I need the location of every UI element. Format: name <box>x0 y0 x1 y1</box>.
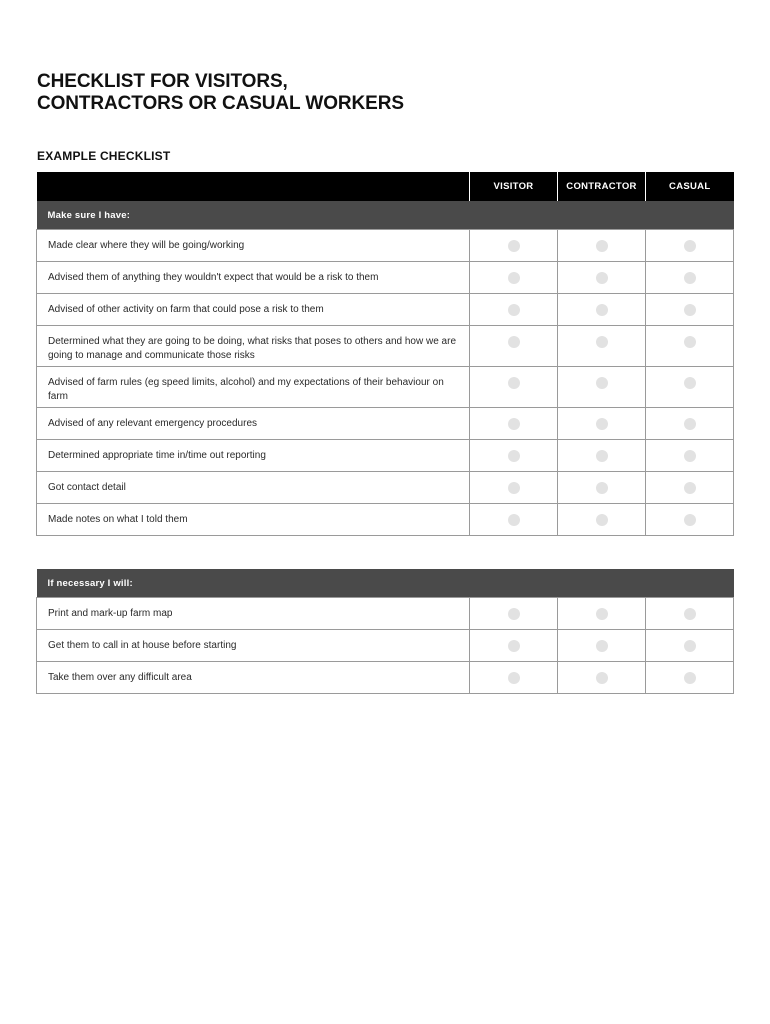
visitor-radio-button[interactable] <box>508 608 520 620</box>
contractor-cell <box>558 262 646 294</box>
section-header-row <box>37 201 734 230</box>
contractor-radio-button[interactable] <box>596 336 608 348</box>
casual-cell <box>646 440 734 472</box>
casual-cell <box>646 598 734 630</box>
checklist-item-label: Got contact detail <box>37 472 470 504</box>
visitor-cell <box>470 367 558 408</box>
casual-radio-button[interactable] <box>684 640 696 652</box>
checklist-row <box>37 472 734 504</box>
checklist-item-label: Advised them of anything they wouldn't expect that would be a risk to them <box>37 262 470 294</box>
contractor-cell <box>558 230 646 262</box>
visitor-radio-button[interactable] <box>508 640 520 652</box>
checklist-row <box>37 440 734 472</box>
visitor-radio-button[interactable] <box>508 377 520 389</box>
visitor-cell <box>470 598 558 630</box>
casual-cell <box>646 326 734 367</box>
checklist-item-label: Get them to call in at house before starting <box>37 630 470 662</box>
contractor-cell <box>558 504 646 536</box>
casual-cell <box>646 408 734 440</box>
casual-radio-button[interactable] <box>684 336 696 348</box>
contractor-cell <box>558 440 646 472</box>
contractor-cell <box>558 294 646 326</box>
visitor-cell <box>470 504 558 536</box>
casual-cell <box>646 630 734 662</box>
checklist-item-label: Determined what they are going to be doing, what risks that poses to others and how we are going to manage and communicate those risks <box>37 326 470 367</box>
contractor-radio-button[interactable] <box>596 377 608 389</box>
checklist-table-if-necessary <box>36 569 734 694</box>
section-header-row <box>37 569 734 598</box>
visitor-radio-button[interactable] <box>508 482 520 494</box>
contractor-radio-button[interactable] <box>596 450 608 462</box>
checklist-item-label: Made clear where they will be going/working <box>37 230 470 262</box>
visitor-radio-button[interactable] <box>508 304 520 316</box>
casual-radio-button[interactable] <box>684 482 696 494</box>
contractor-cell <box>558 662 646 694</box>
visitor-radio-button[interactable] <box>508 514 520 526</box>
checklist-item-label: Advised of any relevant emergency procedures <box>37 408 470 440</box>
contractor-radio-button[interactable] <box>596 304 608 316</box>
casual-radio-button[interactable] <box>684 272 696 284</box>
casual-radio-button[interactable] <box>684 450 696 462</box>
section-heading-if-necessary: If necessary I will: <box>37 569 734 598</box>
section-subtitle: EXAMPLE CHECKLIST <box>37 149 171 163</box>
checklist-item-label: Determined appropriate time in/time out reporting <box>37 440 470 472</box>
contractor-radio-button[interactable] <box>596 640 608 652</box>
checklist-table-make-sure <box>36 172 734 536</box>
checklist-row <box>37 230 734 262</box>
checklist-item-label: Print and mark-up farm map <box>37 598 470 630</box>
casual-cell <box>646 367 734 408</box>
checklist-row <box>37 408 734 440</box>
casual-radio-button[interactable] <box>684 418 696 430</box>
checklist-item-label: Take them over any difficult area <box>37 662 470 694</box>
column-header-blank <box>37 172 470 201</box>
contractor-cell <box>558 367 646 408</box>
checklist-row <box>37 326 734 367</box>
casual-cell <box>646 294 734 326</box>
checklist-row <box>37 367 734 408</box>
casual-radio-button[interactable] <box>684 240 696 252</box>
visitor-radio-button[interactable] <box>508 272 520 284</box>
visitor-cell <box>470 408 558 440</box>
contractor-cell <box>558 630 646 662</box>
contractor-radio-button[interactable] <box>596 608 608 620</box>
visitor-cell <box>470 262 558 294</box>
casual-cell <box>646 472 734 504</box>
casual-radio-button[interactable] <box>684 377 696 389</box>
casual-radio-button[interactable] <box>684 304 696 316</box>
checklist-row <box>37 662 734 694</box>
contractor-radio-button[interactable] <box>596 514 608 526</box>
column-header-visitor: VISITOR <box>470 172 558 201</box>
section-heading-make-sure: Make sure I have: <box>37 201 734 230</box>
column-header-casual: CASUAL <box>646 172 734 201</box>
contractor-radio-button[interactable] <box>596 482 608 494</box>
contractor-radio-button[interactable] <box>596 272 608 284</box>
checklist-row <box>37 598 734 630</box>
casual-cell <box>646 504 734 536</box>
checklist-row <box>37 630 734 662</box>
checklist-row <box>37 504 734 536</box>
visitor-cell <box>470 440 558 472</box>
column-header-contractor: CONTRACTOR <box>558 172 646 201</box>
visitor-cell <box>470 662 558 694</box>
page-title <box>37 71 404 115</box>
casual-cell <box>646 662 734 694</box>
casual-radio-button[interactable] <box>684 672 696 684</box>
contractor-cell <box>558 598 646 630</box>
contractor-radio-button[interactable] <box>596 240 608 252</box>
casual-cell <box>646 230 734 262</box>
contractor-cell <box>558 472 646 504</box>
contractor-cell <box>558 408 646 440</box>
checklist-row <box>37 294 734 326</box>
title-line-1: CHECKLIST FOR VISITORS, <box>37 71 288 92</box>
contractor-radio-button[interactable] <box>596 418 608 430</box>
column-header-row <box>37 172 734 201</box>
visitor-radio-button[interactable] <box>508 336 520 348</box>
visitor-cell <box>470 294 558 326</box>
visitor-radio-button[interactable] <box>508 672 520 684</box>
checklist-item-label: Advised of other activity on farm that could pose a risk to them <box>37 294 470 326</box>
checklist-row <box>37 262 734 294</box>
contractor-cell <box>558 326 646 367</box>
visitor-radio-button[interactable] <box>508 418 520 430</box>
visitor-cell <box>470 472 558 504</box>
title-line-2: CONTRACTORS OR CASUAL WORKERS <box>37 93 404 114</box>
visitor-radio-button[interactable] <box>508 240 520 252</box>
visitor-radio-button[interactable] <box>508 450 520 462</box>
casual-radio-button[interactable] <box>684 514 696 526</box>
visitor-cell <box>470 630 558 662</box>
visitor-cell <box>470 326 558 367</box>
casual-radio-button[interactable] <box>684 608 696 620</box>
visitor-cell <box>470 230 558 262</box>
checklist-item-label: Made notes on what I told them <box>37 504 470 536</box>
checklist-item-label: Advised of farm rules (eg speed limits, alcohol) and my expectations of their behaviour on farm <box>37 367 470 408</box>
contractor-radio-button[interactable] <box>596 672 608 684</box>
casual-cell <box>646 262 734 294</box>
